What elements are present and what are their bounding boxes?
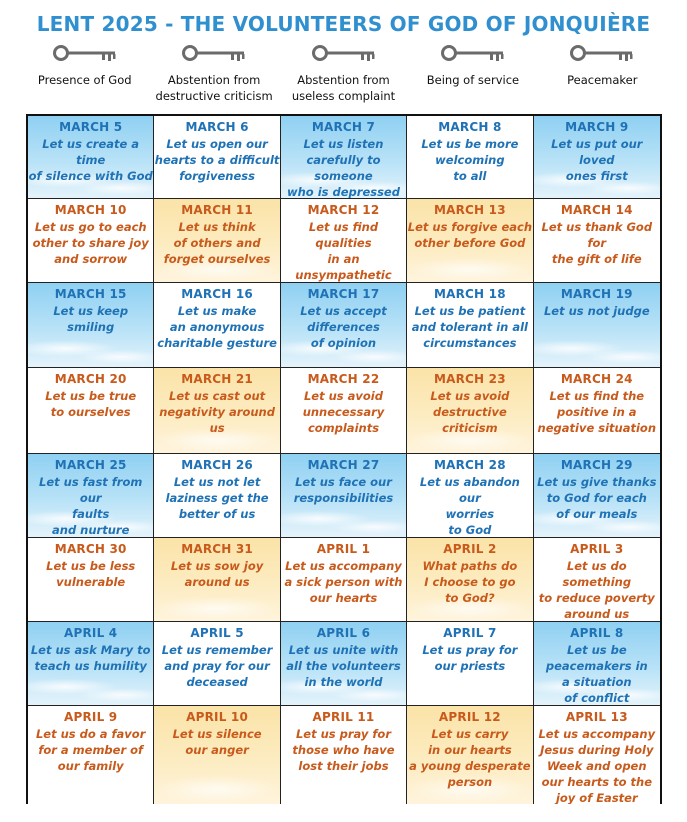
day-intention: Let us do something to reduce poverty around us xyxy=(538,559,655,621)
key-icon xyxy=(569,42,635,64)
day-intention: Let us accompany a sick person with our hearts xyxy=(284,559,403,605)
day-date: MARCH 25 xyxy=(54,458,127,472)
day-date: APRIL 6 xyxy=(316,626,371,640)
day-date: MARCH 11 xyxy=(181,203,253,217)
day-intention: What paths do I choose to go to God? xyxy=(422,559,518,605)
day-intention: Let us ask Mary to teach us humility xyxy=(30,643,151,673)
day-date: MARCH 9 xyxy=(565,120,629,134)
day-date: MARCH 26 xyxy=(181,458,253,472)
calendar-day-cell xyxy=(281,116,407,199)
day-intention: Let us not let laziness get the better of us xyxy=(165,475,269,521)
day-intention: Let us pray for those who have lost their jobs xyxy=(292,727,395,773)
calendar-day-cell xyxy=(28,283,154,368)
calendar-day-cell xyxy=(281,706,407,804)
day-intention: Let us carry in our hearts a young desperate person xyxy=(409,727,531,789)
calendar-grid xyxy=(26,114,662,804)
day-date: MARCH 12 xyxy=(307,203,380,217)
calendar-day-cell xyxy=(407,622,533,706)
theme-column xyxy=(538,40,667,108)
calendar-day-cell xyxy=(28,454,154,538)
calendar-day-cell xyxy=(154,538,280,622)
calendar-day-cell xyxy=(281,538,407,622)
calendar-day-cell xyxy=(534,706,660,804)
day-date: MARCH 28 xyxy=(433,458,506,472)
day-date: MARCH 15 xyxy=(54,287,127,301)
theme-header xyxy=(20,40,667,108)
calendar-day-cell xyxy=(534,454,660,538)
day-intention: Let us make an anonymous charitable gesture xyxy=(157,304,277,350)
day-date: MARCH 14 xyxy=(560,203,633,217)
day-intention: Let us abandon our worries to God xyxy=(419,475,520,537)
day-date: APRIL 3 xyxy=(570,542,624,556)
day-date: APRIL 5 xyxy=(190,626,244,640)
calendar-day-cell xyxy=(281,283,407,368)
calendar-day-cell xyxy=(407,283,533,368)
theme-label: Abstention from useless complaint xyxy=(291,73,396,103)
calendar-day-cell xyxy=(281,368,407,454)
calendar-day-cell xyxy=(154,454,280,538)
day-intention: Let us listen carefully to someone who is depressed xyxy=(287,137,400,199)
day-date: MARCH 13 xyxy=(433,203,506,217)
theme-column xyxy=(408,40,537,108)
calendar-day-cell xyxy=(28,622,154,706)
day-intention: Let us open our hearts to a difficult forgiveness xyxy=(154,137,280,183)
day-date: MARCH 16 xyxy=(181,287,253,301)
day-intention: Let us be peacemakers in a situation of conflict xyxy=(545,643,648,705)
calendar-day-cell xyxy=(154,622,280,706)
calendar-day-cell xyxy=(28,706,154,804)
day-date: MARCH 30 xyxy=(54,542,127,556)
day-intention: Let us find qualities in an unsympathetic xyxy=(295,220,392,282)
day-intention: Let us do a favor for a member of our family xyxy=(35,727,146,773)
day-intention: Let us unite with all the volunteers in the world xyxy=(286,643,401,689)
theme-column xyxy=(20,40,149,108)
calendar-day-cell xyxy=(407,706,533,804)
day-intention: Let us sow joy around us xyxy=(170,559,264,589)
day-date: APRIL 11 xyxy=(312,710,375,724)
day-intention: Let us remember and pray for our deceased xyxy=(161,643,273,689)
calendar-day-cell xyxy=(28,538,154,622)
theme-label: Peacemaker xyxy=(567,73,638,87)
calendar-day-cell xyxy=(281,199,407,283)
day-date: APRIL 12 xyxy=(438,710,501,724)
day-date: APRIL 4 xyxy=(64,626,118,640)
day-intention: Let us accept differences of opinion xyxy=(300,304,387,350)
calendar-day-cell xyxy=(154,283,280,368)
day-intention: Let us face our responsibilities xyxy=(293,475,394,505)
calendar-day-cell xyxy=(407,454,533,538)
day-intention: Let us thank God for the gift of life xyxy=(541,220,653,266)
day-date: MARCH 17 xyxy=(307,287,380,301)
theme-label: Being of service xyxy=(426,73,520,87)
calendar-day-cell xyxy=(154,368,280,454)
day-intention: Let us cast out negativity around us xyxy=(159,389,275,435)
day-date: MARCH 20 xyxy=(54,372,127,386)
day-date: MARCH 31 xyxy=(181,542,253,556)
day-intention: Let us be more welcoming to all xyxy=(421,137,519,183)
day-date: APRIL 8 xyxy=(570,626,624,640)
calendar-day-cell xyxy=(28,368,154,454)
key-icon xyxy=(311,42,377,64)
day-intention: Let us pray for our priests xyxy=(422,643,518,673)
day-date: MARCH 19 xyxy=(560,287,633,301)
key-icon xyxy=(52,42,118,64)
day-intention: Let us be true to ourselves xyxy=(45,389,137,419)
calendar-day-cell xyxy=(534,538,660,622)
key-icon xyxy=(181,42,247,64)
calendar-day-cell xyxy=(534,368,660,454)
day-intention: Let us think of others and forget ourselves xyxy=(163,220,271,266)
calendar-day-cell xyxy=(154,116,280,199)
key-icon xyxy=(440,42,506,64)
day-date: APRIL 9 xyxy=(64,710,118,724)
day-intention: Let us be patient and tolerant in all circumstances xyxy=(411,304,528,350)
day-date: MARCH 7 xyxy=(311,120,376,134)
day-date: APRIL 10 xyxy=(186,710,249,724)
day-date: APRIL 1 xyxy=(316,542,371,556)
day-date: MARCH 22 xyxy=(307,372,380,386)
calendar-day-cell xyxy=(154,706,280,804)
day-intention: Let us not judge xyxy=(543,304,650,318)
day-date: MARCH 18 xyxy=(433,287,506,301)
day-date: APRIL 13 xyxy=(565,710,628,724)
day-intention: Let us avoid destructive criticism xyxy=(430,389,510,435)
theme-label: Abstention from destructive criticism xyxy=(155,73,273,103)
day-intention: Let us keep smiling xyxy=(53,304,129,334)
day-date: MARCH 29 xyxy=(560,458,633,472)
calendar-day-cell xyxy=(534,199,660,283)
calendar-day-cell xyxy=(407,368,533,454)
day-date: MARCH 5 xyxy=(59,120,123,134)
day-intention: Let us put our loved ones first xyxy=(551,137,643,183)
day-intention: Let us avoid unnecessary complaints xyxy=(302,389,385,435)
theme-column xyxy=(279,40,408,108)
calendar-day-cell xyxy=(407,538,533,622)
day-intention: Let us give thanks to God for each of our meals xyxy=(537,475,657,521)
calendar-day-cell xyxy=(534,622,660,706)
calendar-day-cell xyxy=(281,454,407,538)
calendar-day-cell xyxy=(281,622,407,706)
day-intention: Let us be less vulnerable xyxy=(46,559,136,589)
calendar-day-cell xyxy=(154,199,280,283)
page-title: LENT 2025 - THE VOLUNTEERS OF GOD OF JONQUIÈRE xyxy=(36,12,651,36)
calendar-day-cell xyxy=(407,199,533,283)
day-date: MARCH 21 xyxy=(181,372,253,386)
day-date: APRIL 2 xyxy=(443,542,497,556)
theme-column xyxy=(149,40,278,108)
day-date: MARCH 10 xyxy=(54,203,127,217)
day-intention: Let us silence our anger xyxy=(172,727,262,757)
calendar-day-cell xyxy=(534,116,660,199)
day-intention: Let us fast from our faults and nurture xyxy=(39,475,143,537)
calendar-day-cell xyxy=(28,116,154,199)
day-intention: Let us go to each other to share joy and sorrow xyxy=(32,220,149,266)
day-date: MARCH 8 xyxy=(438,120,502,134)
day-date: MARCH 23 xyxy=(433,372,506,386)
calendar-day-cell xyxy=(407,116,533,199)
day-date: APRIL 7 xyxy=(443,626,497,640)
day-date: MARCH 24 xyxy=(560,372,633,386)
day-date: MARCH 6 xyxy=(185,120,249,134)
theme-label: Presence of God xyxy=(37,73,132,87)
day-intention: Let us find the positive in a negative situation xyxy=(537,389,657,435)
day-intention: Let us create a time of silence with God xyxy=(28,137,153,183)
calendar-day-cell xyxy=(534,283,660,368)
day-intention: Let us accompany Jesus during Holy Week and open our hearts to the joy of Easter xyxy=(538,727,656,804)
day-intention: Let us forgive each other before God xyxy=(407,220,533,250)
calendar-day-cell xyxy=(28,199,154,283)
day-date: MARCH 27 xyxy=(307,458,380,472)
